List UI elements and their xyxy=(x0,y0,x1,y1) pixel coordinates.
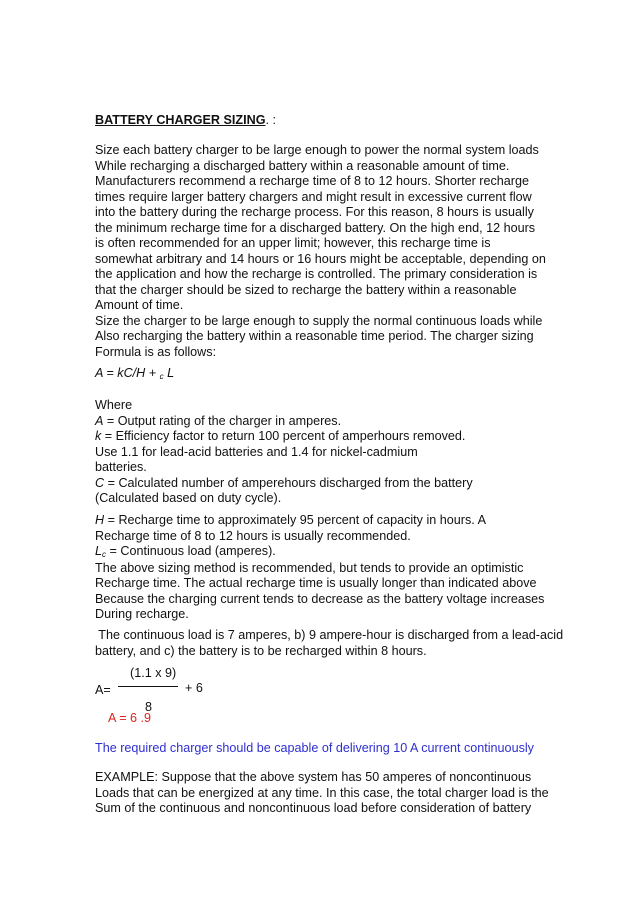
text-line: The continuous load is 7 amperes, b) 9 ampere-hour is discharged from a lead-acid xyxy=(95,628,564,642)
calc-addend: + 6 xyxy=(185,681,203,695)
text-line: EXAMPLE: Suppose that the above system has 50 amperes of noncontinuous xyxy=(95,770,532,784)
definitions-continued xyxy=(95,513,555,623)
text-line: Amount of time. xyxy=(95,298,184,312)
formula-rhs: L xyxy=(163,366,175,380)
variable-l: L xyxy=(95,544,103,558)
text-line: During recharge. xyxy=(95,607,189,621)
where-label: Where xyxy=(95,398,133,412)
definition-lc-text: = Continuous load (amperes). xyxy=(106,544,276,558)
text-line: Loads that can be energized at any time. In this case, the total charger load is the xyxy=(95,785,549,800)
text-line: the application and how the recharge is controlled. The primary consideration is xyxy=(95,267,538,281)
fraction-denominator: 8 xyxy=(145,700,153,714)
variable-k: k xyxy=(95,429,102,443)
text-line: that the charger should be sized to recharge the battery within a reasonable xyxy=(95,282,517,297)
fraction-bar xyxy=(118,686,178,687)
definition-k-text: = Efficiency factor to return 100 percent of amperhours removed. xyxy=(101,429,466,443)
text-line: Formula is as follows: xyxy=(95,344,217,359)
variable-l-subscript: c xyxy=(102,550,107,559)
text-line: The above sizing method is recommended, but tends to provide an optimistic xyxy=(95,560,524,575)
definition-lc xyxy=(95,544,555,561)
text-line: Size each battery charger to be large enough to power the normal system loads xyxy=(95,143,539,157)
text-line: Recharge time. The actual recharge time is usually longer than indicated above xyxy=(95,576,537,590)
text-line: Manufacturers recommend a recharge time of 8 to 12 hours. Shorter recharge xyxy=(95,174,529,188)
fraction-numerator: (1.1 x 9) xyxy=(130,666,177,680)
definition-a-text: = Output rating of the charger in amperes. xyxy=(103,413,342,428)
heading-suffix: . : xyxy=(265,113,276,127)
calc-result: A = 6 .9 xyxy=(108,711,152,725)
definition-h xyxy=(95,513,555,529)
intro-paragraph xyxy=(95,143,555,360)
variable-h: H xyxy=(95,513,105,527)
text-line: batteries. xyxy=(95,460,147,474)
text-line: Also recharging the battery within a reasonable time period. The charger sizing xyxy=(95,329,534,343)
text-line: the minimum recharge time for a discharged battery. On the high end, 12 hours xyxy=(95,220,536,235)
definition-c-text: = Calculated number of amperehours discharged from the battery xyxy=(104,475,473,490)
text-line: somewhat arbitrary and 14 hours or 16 hours might be acceptable, depending on xyxy=(95,251,546,266)
formula-lhs: A = kC/H + xyxy=(95,366,160,380)
definition-a xyxy=(95,414,555,430)
text-line: battery, and c) the battery is to be recharged within 8 hours. xyxy=(95,643,427,658)
definition-k xyxy=(95,429,555,445)
calc-label: A= xyxy=(95,683,111,697)
text-line: Sum of the continuous and noncontinuous load before consideration of battery xyxy=(95,801,532,815)
variable-a: A xyxy=(95,413,104,428)
section-heading xyxy=(95,113,555,129)
variable-c: C xyxy=(95,475,105,490)
text-line: is often recommended for an upper limit; however, this recharge time is xyxy=(95,236,491,250)
definitions-list xyxy=(95,398,555,507)
text-line: Size the charger to be large enough to supply the normal continuous loads while xyxy=(95,313,543,328)
heading-title: BATTERY CHARGER SIZING xyxy=(95,113,266,127)
conclusion-text: The required charger should be capable of delivering 10 A current continuously xyxy=(95,741,534,755)
formula-subscript: c xyxy=(159,372,164,381)
text-line: times require larger battery chargers and might result in excessive current flow xyxy=(95,189,532,204)
text-line: While recharging a discharged battery within a reasonable amount of time. xyxy=(95,158,510,173)
example-paragraph xyxy=(95,770,555,817)
text-line: Recharge time of 8 to 12 hours is usually recommended. xyxy=(95,528,411,543)
text-line: Use 1.1 for lead-acid batteries and 1.4 for nickel-cadmium xyxy=(95,444,418,459)
text-line: into the battery during the recharge process. For this reason, 8 hours is usually xyxy=(95,205,534,219)
text-line: (Calculated based on duty cycle). xyxy=(95,491,282,505)
definition-h-text: = Recharge time to approximately 95 percent of capacity in hours. A xyxy=(104,513,486,527)
text-line: Because the charging current tends to decrease as the battery voltage increases xyxy=(95,591,545,606)
problem-statement xyxy=(95,628,564,659)
sizing-formula xyxy=(95,366,555,383)
definition-c xyxy=(95,476,555,492)
